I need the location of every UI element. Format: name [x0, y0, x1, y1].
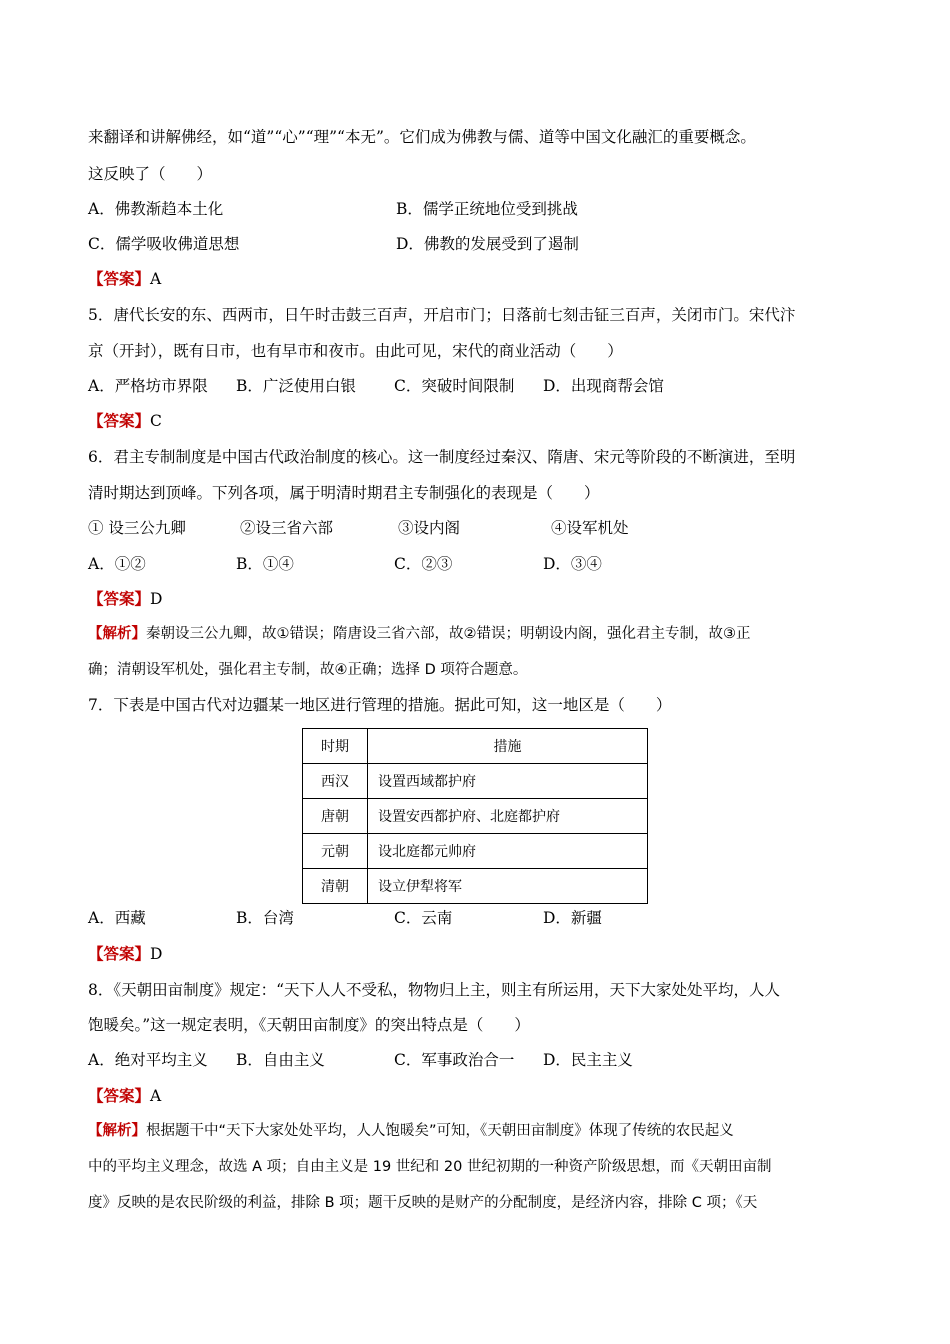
- answer-value: C: [150, 412, 162, 430]
- q5-option-c: C．突破时间限制: [394, 377, 515, 395]
- q6-stem-line1: 6．君主专制制度是中国古代政治制度的核心。这一制度经过秦汉、隋唐、宋元等阶段的不断演进，至明: [88, 448, 796, 466]
- q6-item-2: ②设三省六部: [240, 519, 334, 537]
- q6-option-a: A．①②: [88, 555, 146, 573]
- q6-analysis-line2: 确；清朝设军机处，强化君主专制，故④正确；选择 D 项符合题意。: [88, 662, 528, 678]
- answer-label: 【答案】: [88, 1086, 151, 1105]
- analysis-label: 【解析】: [88, 1123, 146, 1139]
- q8-analysis-line3: 度》反映的是农民阶级的利益，排除 B 项；题干反映的是财产的分配制度，是经济内容，排除 C 项；《天: [88, 1195, 758, 1211]
- q8-stem-line1: 8．《天朝田亩制度》规定：“天下人人不受私，物物归上主，则主有所运用，天下大家处处平均，人人: [88, 981, 781, 999]
- table-row: [303, 869, 648, 904]
- table-cell-period: 唐朝: [303, 799, 368, 834]
- table-cell-measure: 设立伊犁将军: [368, 869, 648, 904]
- analysis-text: 根据题干中“天下大家处处平均，人人饱暖矣”可知，《天朝田亩制度》体现了传统的农民起义: [146, 1123, 734, 1139]
- q8-stem-line2: 饱暖矣。”这一规定表明，《天朝田亩制度》的突出特点是（ ）: [88, 1016, 530, 1034]
- q7-option-d: D．新疆: [543, 909, 602, 927]
- q8-option-c: C．军事政治合一: [394, 1051, 515, 1069]
- table-cell-measure: 设北庭都元帅府: [368, 834, 648, 869]
- q5-stem-line1: 5．唐代长安的东、西两市，日午时击鼓三百声，开启市门；日落前七刻击钲三百声，关闭市门。宋代汴: [88, 306, 796, 324]
- q5-stem-line2: 京（开封），既有日市，也有早市和夜市。由此可见，宋代的商业活动（ ）: [88, 342, 623, 360]
- q6-option-b: B．①④: [236, 555, 294, 573]
- table-cell-period: 元朝: [303, 834, 368, 869]
- q7-answer: [88, 943, 162, 965]
- q8-option-d: D．民主主义: [543, 1051, 633, 1069]
- table-header-period: 时期: [303, 729, 368, 764]
- table-header-measures: 措施: [368, 729, 648, 764]
- q8-analysis-line1: [88, 1120, 734, 1142]
- table-cell-measure: 设置安西都护府、北庭都护府: [368, 799, 648, 834]
- q4-option-c: C．儒学吸收佛道思想: [88, 235, 240, 253]
- q5-answer: [88, 410, 162, 432]
- q6-answer: [88, 588, 162, 610]
- q4-option-b: B．儒学正统地位受到挑战: [396, 200, 578, 218]
- q8-answer: [88, 1085, 161, 1107]
- q7-option-c: C．云南: [394, 909, 453, 927]
- table-row: [303, 764, 648, 799]
- q4-option-a: A．佛教渐趋本土化: [88, 200, 224, 218]
- q7-option-b: B．台湾: [236, 909, 294, 927]
- q7-option-a: A．西藏: [88, 909, 146, 927]
- answer-value: D: [150, 945, 163, 963]
- q5-option-a: A．严格坊市界限: [88, 377, 208, 395]
- q4-stem-line1: 来翻译和讲解佛经，如“道”“心”“理”“本无”。它们成为佛教与儒、道等中国文化融汇的重要概念。: [88, 128, 756, 146]
- q5-option-d: D．出现商帮会馆: [543, 377, 664, 395]
- q6-item-1: ① 设三公九卿: [88, 519, 186, 537]
- table-header-row: [303, 729, 648, 764]
- q6-option-d: D．③④: [543, 555, 602, 573]
- answer-value: D: [150, 590, 163, 608]
- q8-option-b: B．自由主义: [236, 1051, 325, 1069]
- answer-label: 【答案】: [88, 589, 151, 608]
- q6-option-c: C．②③: [394, 555, 453, 573]
- table-cell-measure: 设置西域都护府: [368, 764, 648, 799]
- q8-analysis-line2: 中的平均主义理念，故选 A 项；自由主义是 19 世纪和 20 世纪初期的一种资产阶级思想，而《天朝田亩制: [88, 1159, 772, 1175]
- q6-analysis-line1: [88, 623, 751, 645]
- analysis-text: 秦朝设三公九卿，故①错误；隋唐设三省六部，故②错误；明朝设内阁，强化君主专制，故③正: [146, 626, 751, 642]
- q4-answer: [88, 268, 161, 290]
- q7-measures-table: [302, 728, 648, 904]
- answer-value: A: [150, 1087, 162, 1105]
- answer-label: 【答案】: [88, 269, 151, 288]
- analysis-label: 【解析】: [88, 626, 146, 642]
- q6-item-4: ④设军机处: [551, 519, 629, 537]
- table-cell-period: 清朝: [303, 869, 368, 904]
- q6-item-3: ③设内阁: [398, 519, 461, 537]
- table-row: [303, 799, 648, 834]
- q4-stem-line2: 这反映了（ ）: [88, 165, 213, 183]
- table-row: [303, 834, 648, 869]
- q6-stem-line2: 清时期达到顶峰。下列各项，属于明清时期君主专制强化的表现是（ ）: [88, 484, 600, 502]
- table-cell-period: 西汉: [303, 764, 368, 799]
- q7-stem-line1: 7．下表是中国古代对边疆某一地区进行管理的措施。据此可知，这一地区是（ ）: [88, 696, 672, 714]
- q5-option-b: B．广泛使用白银: [236, 377, 356, 395]
- answer-value: A: [150, 270, 162, 288]
- q8-option-a: A．绝对平均主义: [88, 1051, 208, 1069]
- answer-label: 【答案】: [88, 944, 151, 963]
- answer-label: 【答案】: [88, 411, 151, 430]
- q4-option-d: D．佛教的发展受到了遏制: [396, 235, 579, 253]
